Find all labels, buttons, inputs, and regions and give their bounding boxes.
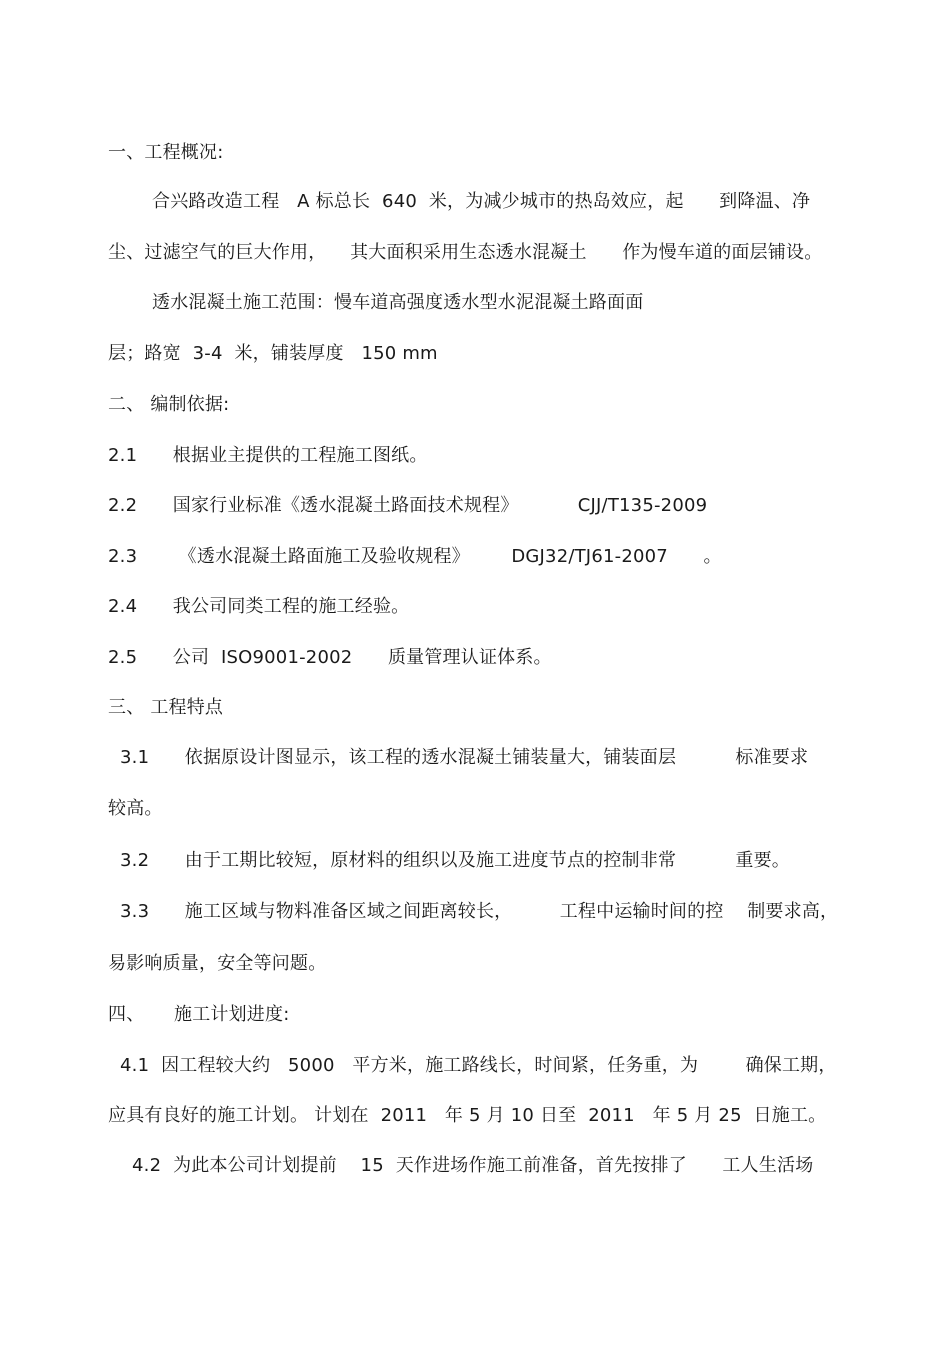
paragraph-line: 易影响质量，安全等问题。 [108, 953, 327, 974]
paragraph-line: 合兴路改造工程 A 标总长 640 米，为减少城市的热岛效应，起 到降温、净 [152, 191, 811, 212]
list-item: 4.2 为此本公司计划提前 15 天作进场作施工前准备，首先按排了 工人生活场 [132, 1155, 814, 1176]
paragraph-line: 应具有良好的施工计划。 计划在 2011 年 5 月 10 日至 2011 年 5 月 25 日施工。 [108, 1105, 827, 1126]
paragraph-line: 较高。 [108, 798, 163, 819]
section-heading-features: 三、 工程特点 [108, 697, 224, 718]
list-item: 4.1 因工程较大约 5000 平方米，施工路线长，时间紧，任务重，为 确保工期， [120, 1055, 837, 1076]
list-item: 3.3 施工区域与物料准备区域之间距离较长， 工程中运输时间的控 制要求高， [120, 901, 839, 922]
list-item: 2.3 《透水混凝土路面施工及验收规程》 DGJ32/TJ61-2007 。 [108, 546, 722, 567]
list-item: 2.1 根据业主提供的工程施工图纸。 [108, 445, 428, 466]
list-item: 2.2 国家行业标准《透水混凝土路面技术规程》 CJJ/T135-2009 [108, 495, 708, 516]
list-item: 3.1 依据原设计图显示，该工程的透水混凝土铺装量大，铺装面层 标准要求 [120, 747, 809, 768]
paragraph-line: 尘、过滤空气的巨大作用， 其大面积采用生态透水混凝土 作为慢车道的面层铺设。 [108, 242, 823, 263]
paragraph-line: 透水混凝土施工范围：慢车道高强度透水型水泥混凝土路面面 [152, 292, 644, 313]
section-heading-schedule: 四、 施工计划进度: [108, 1004, 290, 1025]
list-item: 2.5 公司 ISO9001-2002 质量管理认证体系。 [108, 647, 552, 668]
list-item: 2.4 我公司同类工程的施工经验。 [108, 596, 410, 617]
paragraph-line: 层；路宽 3-4 米，铺装厚度 150 mm [108, 343, 438, 364]
list-item: 3.2 由于工期比较短，原材料的组织以及施工进度节点的控制非常 重要。 [120, 850, 790, 871]
section-heading-basis: 二、 编制依据: [108, 394, 230, 415]
section-heading-overview: 一、工程概况: [108, 142, 224, 163]
